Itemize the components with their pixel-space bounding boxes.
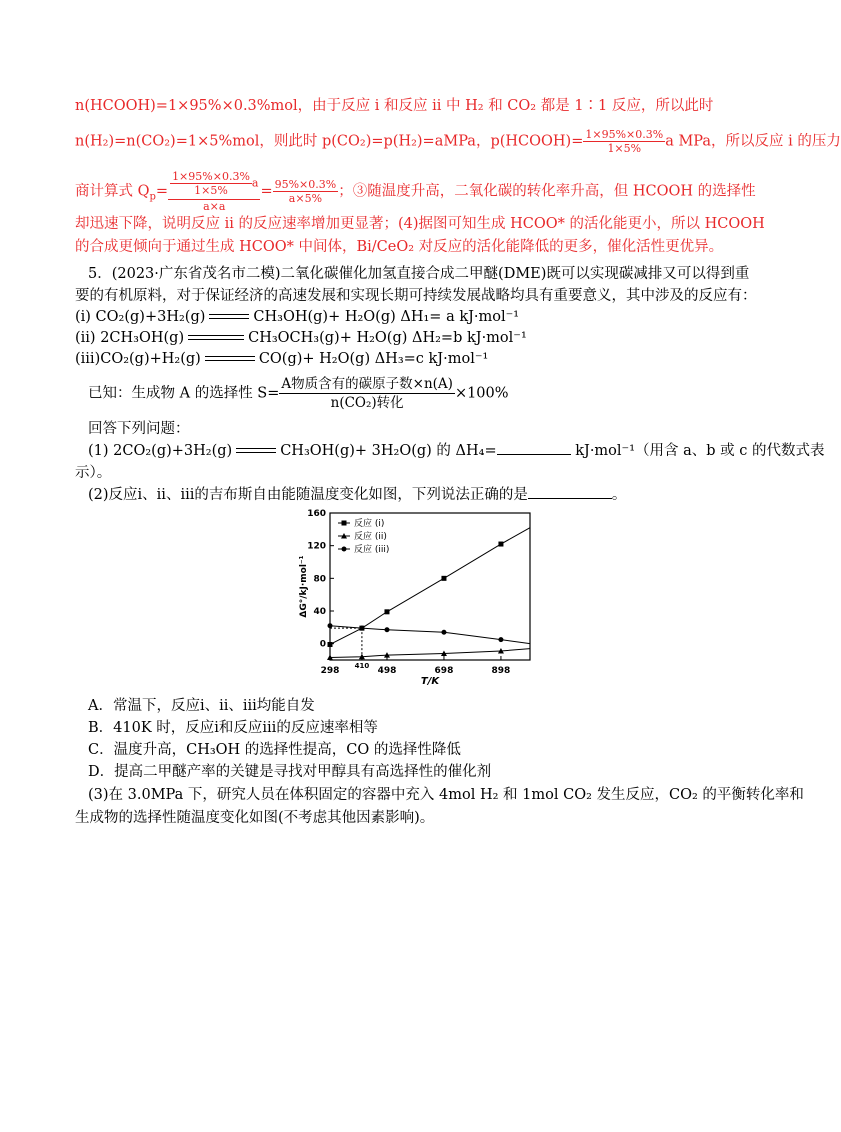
x-tick-label: 410: [354, 662, 370, 670]
legend-label: 反应 (iii): [354, 545, 390, 555]
legend-marker-square: [342, 521, 347, 526]
equilibrium-arrow-icon: [209, 312, 249, 322]
y-axis-label: ΔG°/kJ·mol⁻¹: [299, 555, 309, 618]
option-text: B．410K 时，反应ⅰ和反应ⅲ的反应速率相等: [88, 720, 378, 736]
reaction-reactants: (ⅲ)CO₂(g)+H₂(g): [75, 351, 201, 367]
answer-line-3: [75, 170, 756, 213]
answer-text: a MPa，所以反应 i 的压力: [665, 133, 841, 150]
reaction-products: CH₃OH(g)+ H₂O(g) ΔH₁= a kJ·mol⁻¹: [253, 309, 520, 325]
reaction-2: [75, 329, 527, 347]
part-3-line-1: [88, 786, 804, 804]
answer-text: 商计算式 Q: [75, 183, 150, 200]
answer-text: 却迅速下降，说明反应 ii 的反应速率增加更显著；(4)据图可知生成 HCOO* 的活化能更小，所以 HCOOH: [75, 216, 765, 232]
reaction-reactants: (1) 2CO₂(g)+3H₂(g): [88, 443, 233, 459]
x-tick-label: 498: [377, 666, 397, 676]
fraction-denominator: 1×5%: [607, 142, 642, 155]
answer-blank[interactable]: [497, 454, 571, 455]
part-3-line-2: [75, 809, 434, 827]
option-text: C．温度升高，CH₃OH 的选择性提高，CO 的选择性降低: [88, 742, 461, 758]
definition-text: 已知：生成物 A 的选择性 S=: [88, 385, 280, 402]
data-point-circle: [498, 637, 503, 642]
data-point-circle: [384, 627, 389, 632]
data-point-square: [498, 542, 503, 547]
compound-numerator: [168, 170, 260, 200]
answer-intro: [88, 420, 190, 438]
data-point-square: [441, 576, 446, 581]
data-point-circle: [328, 623, 333, 628]
definition-text: ×100%: [454, 385, 509, 402]
question-text: kJ·mol⁻¹（用含 a、b 或 c 的代数式表: [570, 443, 825, 459]
y-tick-label: 40: [313, 607, 326, 617]
fraction-numerator: 95%×0.3%: [274, 178, 337, 191]
gibbs-energy-chart: [298, 505, 538, 685]
part-1-line-2: [75, 464, 111, 482]
selectivity-definition: [88, 375, 509, 412]
x-tick-label: 898: [491, 666, 511, 676]
legend-label: 反应 (i): [354, 519, 385, 529]
answer-text: n(HCOOH)=1×95%×0.3%mol，由于反应 i 和反应 ii 中 H₂ 和 CO₂ 都是 1∶1 反应，所以此时: [75, 98, 714, 114]
fraction-numerator: 1×95%×0.3%: [585, 128, 664, 141]
answer-line-1: [75, 97, 713, 115]
x-axis-label: T/K: [420, 676, 440, 687]
fraction-denominator: n(CO₂)转化: [330, 395, 404, 411]
question-text: 生成物的选择性随温度变化如图(不考虑其他因素影响)。: [75, 810, 435, 826]
answer-text: n(H₂)=n(CO₂)=1×5%mol，则此时 p(CO₂)=p(H₂)=aMPa，p(HCOOH)=: [75, 133, 584, 150]
punctuation: 。: [611, 487, 627, 503]
answer-text: ；③随温度升高，二氧化碳的转化率升高，但 HCOOH 的选择性: [338, 183, 756, 200]
reaction-products: CO(g)+ H₂O(g) ΔH₃=c kJ·mol⁻¹: [258, 351, 489, 367]
equilibrium-arrow-icon: [188, 333, 244, 343]
variable-a: a: [251, 176, 259, 190]
y-tick-label: 120: [307, 541, 326, 552]
question-text: 示）。: [75, 465, 112, 481]
reaction-reactants: (ⅰ) CO₂(g)+3H₂(g): [75, 309, 206, 325]
fraction-denominator: a×5%: [288, 192, 323, 205]
selectivity-fraction: [279, 375, 455, 412]
answer-blank[interactable]: [528, 498, 612, 499]
question-text: 要的有机原料，对于保证经济的高速发展和实现长期可持续发展战略均具有重要意义，其中涉及的反应有：: [75, 288, 757, 304]
question-5-line-2: [75, 287, 757, 305]
legend-label: 反应 (ii): [354, 532, 387, 542]
x-tick-label: 298: [320, 666, 340, 676]
reaction-3: [75, 350, 488, 368]
answer-line-2: [75, 128, 841, 155]
question-text: (2)反应ⅰ、ⅱ、ⅲ的吉布斯自由能随温度变化如图，下列说法正确的是: [88, 487, 528, 503]
option-text: D．提高二甲醚产率的关键是寻找对甲醇具有高选择性的催化剂: [88, 764, 492, 780]
fraction-denominator: a×a: [203, 200, 226, 213]
answer-text: 的合成更倾向于通过生成 HCOO* 中间体，Bi/CeO₂ 对反应的活化能降低的更多，催化活性更优异。: [75, 239, 724, 255]
question-5-line-1: [88, 265, 749, 283]
data-point-square: [384, 609, 389, 614]
fraction: [583, 128, 665, 155]
option-text: A．常温下，反应ⅰ、ⅱ、ⅲ均能自发: [88, 698, 315, 714]
answer-line-5: [75, 238, 723, 256]
equals-sign: =: [260, 183, 273, 200]
part-2: [88, 486, 626, 504]
y-tick-label: 80: [313, 574, 326, 585]
fraction-denominator: 1×5%: [194, 184, 228, 197]
question-text: CH₃OH(g)+ 3H₂O(g) 的 ΔH₄=: [280, 443, 497, 459]
reaction-1: [75, 308, 519, 326]
compound-fraction: [168, 170, 260, 213]
data-point-circle: [441, 630, 446, 635]
y-tick-label: 0: [319, 639, 326, 650]
data-point-circle: [359, 626, 364, 631]
fraction: [273, 178, 339, 205]
part-1-line-1: [88, 442, 825, 460]
question-text: 5．(2023·广东省茂名市二模)二氧化碳催化加氢直接合成二甲醚(DME)既可以实现碳减排又可以得到重: [88, 266, 750, 282]
subscript: p: [149, 191, 156, 203]
reaction-products: CH₃OCH₃(g)+ H₂O(g) ΔH₂=b kJ·mol⁻¹: [248, 330, 527, 346]
equilibrium-arrow-icon: [205, 354, 255, 364]
answer-line-4: [75, 215, 765, 233]
x-tick-label: 698: [434, 666, 454, 676]
legend-marker-circle: [342, 547, 347, 552]
option-b[interactable]: [88, 719, 378, 737]
y-tick-label: 160: [307, 509, 326, 519]
option-d[interactable]: [88, 763, 491, 781]
intro-text: 回答下列问题：: [88, 421, 190, 437]
equals-sign: =: [155, 183, 169, 200]
data-point-square: [328, 642, 333, 647]
option-c[interactable]: [88, 741, 461, 759]
inner-fraction: [170, 170, 252, 197]
option-a[interactable]: [88, 697, 315, 715]
reaction-reactants: (ⅱ) 2CH₃OH(g): [75, 330, 185, 346]
question-text: (3)在 3.0MPa 下，研究人员在体积固定的容器中充入 4mol H₂ 和 1mol CO₂ 发生反应，CO₂ 的平衡转化率和: [88, 787, 804, 803]
fraction-numerator: A物质含有的碳原子数×n(A): [281, 376, 453, 392]
equilibrium-arrow-icon: [236, 446, 276, 456]
fraction-numerator: 1×95%×0.3%: [172, 170, 250, 183]
